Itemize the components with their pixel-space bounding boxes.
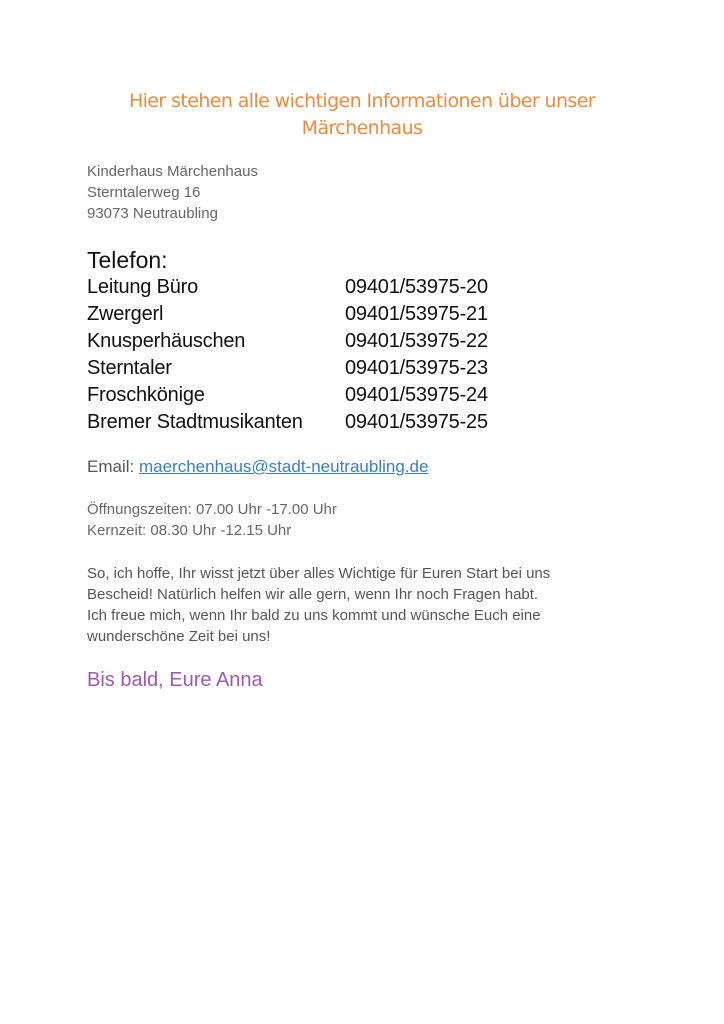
phone-number: 09401/53975-24 <box>345 384 488 406</box>
signoff: Bis bald, Eure Anna <box>87 669 263 691</box>
phone-name: Sterntaler <box>87 357 172 379</box>
phone-row <box>87 301 537 328</box>
phone-name: Bremer Stadtmusikanten <box>87 411 303 433</box>
email-link[interactable]: maerchenhaus@stadt-neutraubling.de <box>138 457 429 476</box>
opening-hours: Öffnungszeiten: 07.00 Uhr -17.00 Uhr <box>87 501 337 518</box>
email-label: Email: <box>87 457 135 476</box>
hours-block <box>87 499 337 541</box>
message-line: Bescheid! Natürlich helfen wir alle gern, wenn Ihr noch Fragen habt. <box>87 586 539 603</box>
phone-number: 09401/53975-21 <box>345 303 488 325</box>
phone-number: 09401/53975-25 <box>345 411 488 433</box>
page-title <box>100 88 624 142</box>
message-line: wunderschöne Zeit bei uns! <box>87 628 271 645</box>
phone-row <box>87 355 537 382</box>
message-line: Ich freue mich, wenn Ihr bald zu uns kommt und wünsche Euch eine <box>87 607 541 624</box>
core-hours: Kernzeit: 08.30 Uhr -12.15 Uhr <box>87 522 292 539</box>
phone-number: 09401/53975-23 <box>345 357 488 379</box>
phone-row <box>87 409 537 436</box>
phone-row <box>87 274 537 301</box>
address-city: 93073 Neutraubling <box>87 205 218 222</box>
address-street: Sterntalerweg 16 <box>87 184 201 201</box>
phone-heading: Telefon: <box>87 247 168 273</box>
phone-number: 09401/53975-22 <box>345 330 488 352</box>
address-block <box>87 161 258 224</box>
message-line: So, ich hoffe, Ihr wisst jetzt über alles Wichtige für Euren Start bei uns <box>87 565 551 582</box>
address-name: Kinderhaus Märchenhaus <box>87 163 258 180</box>
phone-row <box>87 382 537 409</box>
title-line-2: Märchenhaus <box>301 117 423 139</box>
email-line <box>87 456 428 478</box>
closing-message <box>87 563 607 647</box>
phone-row <box>87 328 537 355</box>
phone-name: Froschkönige <box>87 384 205 406</box>
phone-list <box>87 274 537 436</box>
phone-name: Zwergerl <box>87 303 164 325</box>
title-line-1: Hier stehen alle wichtigen Informationen über unser <box>128 90 596 112</box>
phone-number: 09401/53975-20 <box>345 276 488 298</box>
phone-name: Knusperhäuschen <box>87 330 246 352</box>
phone-name: Leitung Büro <box>87 276 199 298</box>
